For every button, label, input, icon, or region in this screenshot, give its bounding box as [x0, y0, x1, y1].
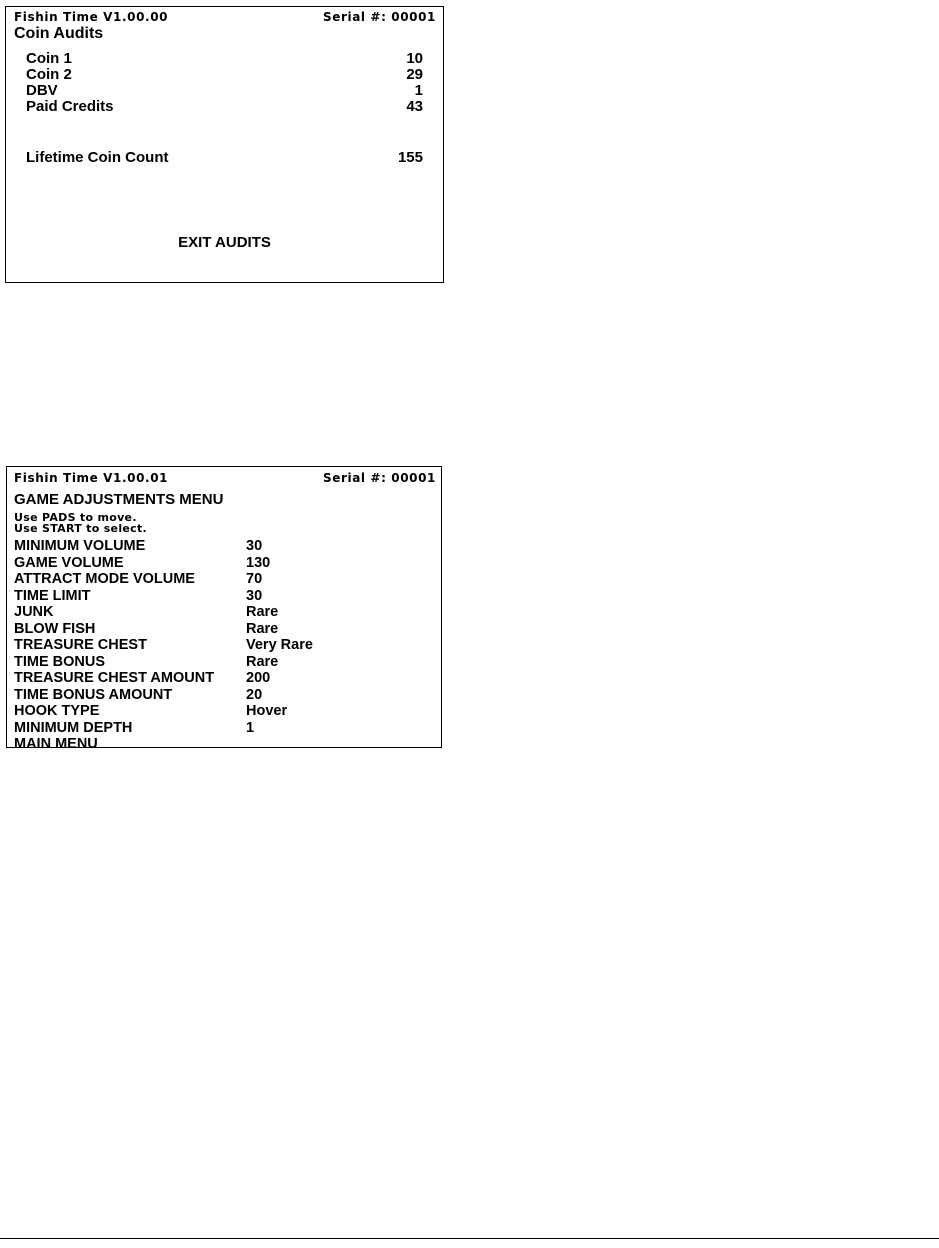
- menu-item-attract-mode-volume[interactable]: [14, 571, 434, 588]
- serial-label: Serial #: 00001: [323, 10, 436, 24]
- menu-item-game-volume[interactable]: [14, 555, 434, 572]
- menu-item-value: 200: [246, 670, 271, 686]
- menu-item-time-limit[interactable]: [14, 588, 434, 605]
- menu-item-value: 20: [246, 686, 263, 703]
- menu-item-label: TREASURE CHEST: [14, 637, 147, 653]
- menu-item-time-bonus[interactable]: [14, 654, 434, 671]
- audit-label: Coin 2: [26, 66, 72, 83]
- page-title: GAME ADJUSTMENTS MENU: [14, 491, 224, 508]
- audit-value: 155: [397, 149, 423, 166]
- menu-item-label: BLOW FISH: [14, 620, 96, 637]
- menu-item-value: 1: [246, 719, 255, 736]
- menu-item-value: Rare: [246, 653, 279, 670]
- menu-item-hook-type[interactable]: [14, 703, 434, 720]
- audit-row-dbv: [26, 82, 423, 99]
- audit-value: 43: [406, 98, 423, 115]
- audit-label: Paid Credits: [26, 98, 114, 115]
- audit-row-coin-2: [26, 66, 423, 83]
- page-footer-rule: [0, 1238, 939, 1239]
- menu-item-junk[interactable]: [14, 604, 434, 621]
- menu-item-label: TREASURE CHEST AMOUNT: [14, 670, 215, 686]
- menu-item-label: MINIMUM DEPTH: [14, 719, 133, 736]
- audit-row-coin-1: [26, 50, 423, 67]
- version-label: Fishin Time V1.00.00: [14, 10, 169, 24]
- adjustments-list: [14, 538, 434, 748]
- help-text-move: Use PADS to move.: [14, 511, 137, 524]
- menu-item-label: ATTRACT MODE VOLUME: [14, 571, 195, 587]
- audit-row-paid-credits: [26, 98, 423, 115]
- coin-audits-screen: [5, 6, 444, 283]
- menu-item-label: JUNK: [14, 604, 54, 620]
- menu-item-label: TIME LIMIT: [14, 587, 91, 604]
- menu-item-blow-fish[interactable]: [14, 621, 434, 638]
- audit-label: Lifetime Coin Count: [26, 149, 169, 166]
- menu-item-value: Rare: [246, 604, 279, 620]
- audit-value: 1: [414, 82, 423, 99]
- menu-item-minimum-depth[interactable]: [14, 720, 434, 737]
- menu-item-value: Hover: [246, 703, 288, 719]
- help-text-select: Use START to select.: [14, 522, 148, 535]
- exit-audits-item[interactable]: EXIT AUDITS: [178, 234, 271, 251]
- audit-row-lifetime-coin-count: [26, 149, 423, 166]
- menu-item-label: HOOK TYPE: [14, 703, 100, 719]
- menu-item-label: MINIMUM VOLUME: [14, 538, 146, 554]
- page-title: Coin Audits: [14, 25, 104, 42]
- menu-item-value: 130: [246, 554, 271, 571]
- menu-item-value: Rare: [246, 620, 279, 637]
- audit-value: 29: [406, 66, 423, 83]
- menu-item-label: GAME VOLUME: [14, 554, 124, 571]
- audit-label: Coin 1: [26, 50, 72, 67]
- menu-item-value: 30: [246, 538, 263, 554]
- menu-item-treasure-chest-amount[interactable]: [14, 670, 434, 687]
- menu-item-main-menu[interactable]: [14, 736, 434, 748]
- menu-item-time-bonus-amount[interactable]: [14, 687, 434, 704]
- menu-item-minimum-volume[interactable]: [14, 538, 434, 555]
- menu-item-treasure-chest[interactable]: [14, 637, 434, 654]
- menu-item-label: TIME BONUS: [14, 653, 106, 670]
- version-label: Fishin Time V1.00.01: [14, 471, 169, 485]
- menu-item-value: 30: [246, 587, 263, 604]
- menu-item-label: TIME BONUS AMOUNT: [14, 686, 173, 703]
- menu-item-value: 70: [246, 571, 263, 587]
- audit-value: 10: [406, 50, 423, 67]
- serial-label: Serial #: 00001: [323, 471, 436, 485]
- audit-label: DBV: [26, 82, 58, 99]
- menu-item-label: MAIN MENU: [14, 736, 98, 748]
- menu-item-value: Very Rare: [246, 637, 313, 653]
- game-adjustments-screen: [6, 466, 442, 748]
